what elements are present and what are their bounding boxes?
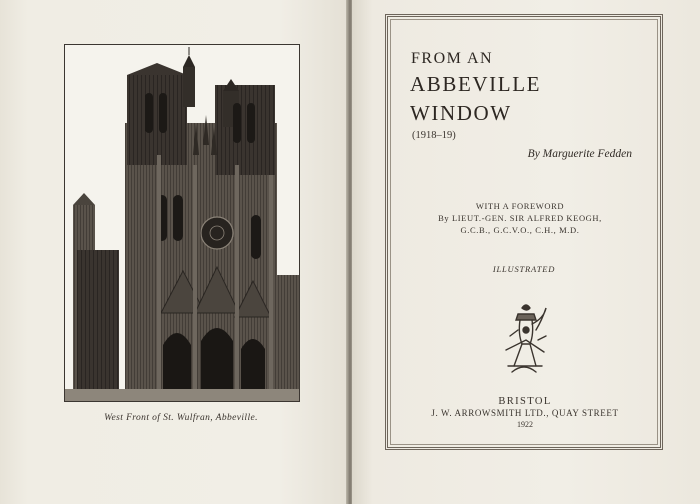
imprint-block [400,396,650,429]
frontispiece-caption: West Front of St. Wulfran, Abbeville. [104,413,258,423]
imprint-year: 1922 [517,420,533,429]
left-page [0,0,348,504]
foreword-line-2: By LIEUT.-GEN. SIR ALFRED KEOGH, [438,213,602,223]
imprint-publisher: J. W. ARROWSMITH LTD., QUAY STREET [431,408,619,418]
imprint-city: BRISTOL [498,396,552,407]
printers-device-icon [496,300,552,376]
title-line-3: WINDOW [410,101,512,125]
foreword-block [420,200,620,236]
illustrated-label: ILLUSTRATED [492,264,556,274]
cathedral-illustration [64,44,300,402]
author-line: By Marguerite Fedden [527,148,632,160]
title-line-2: ABBEVILLE [410,72,542,96]
title-line-1: FROM AN [411,50,494,67]
foreword-line-3: G.C.B., G.C.V.O., C.H., M.D. [460,225,580,235]
foreword-line-1: WITH A FOREWORD [475,201,565,211]
title-dates: (1918–19) [412,130,456,141]
